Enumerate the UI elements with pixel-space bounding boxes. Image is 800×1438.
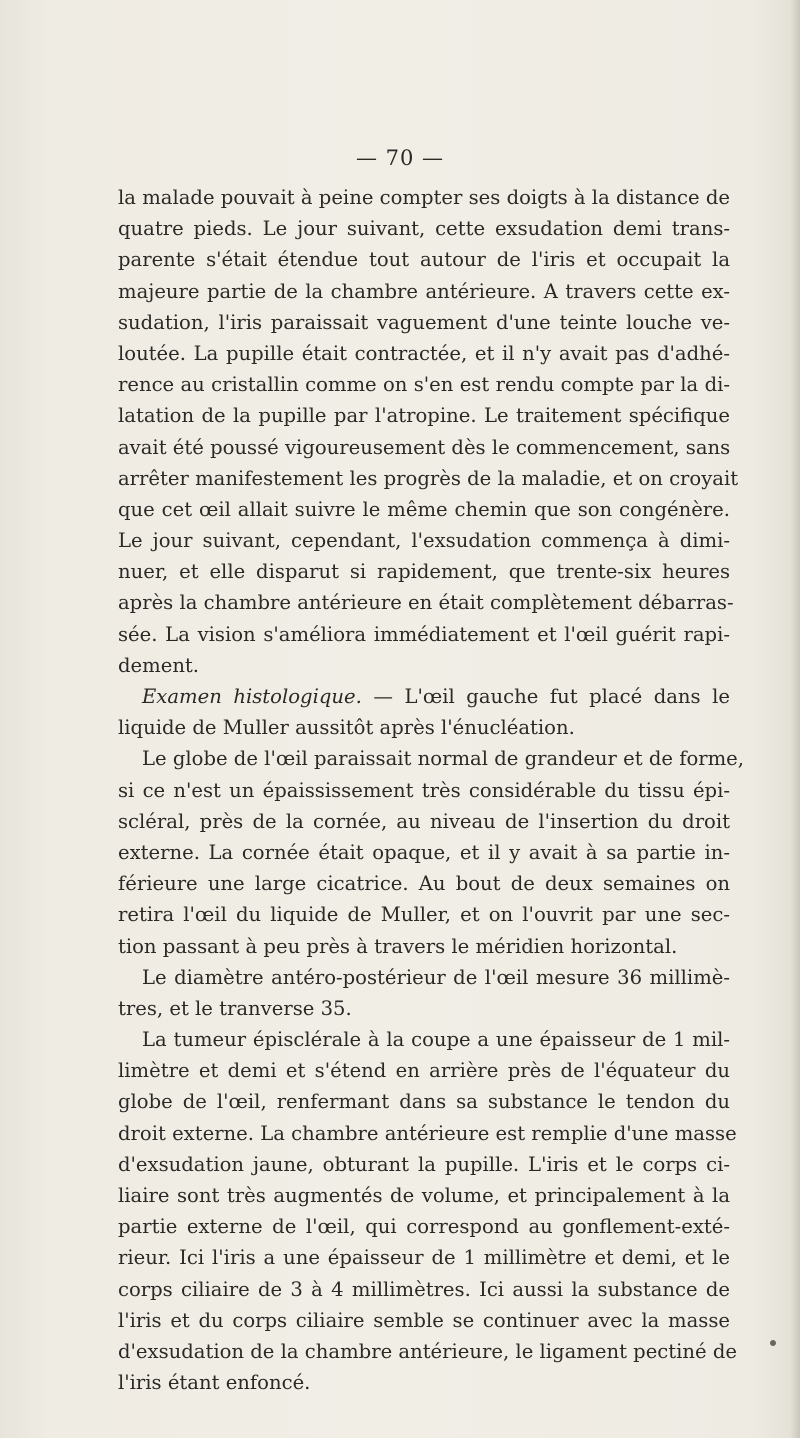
page-number: — 70 — xyxy=(355,146,445,170)
text-line xyxy=(118,1149,730,1180)
body-text xyxy=(118,182,745,1398)
text-line-content: nuer, et elle disparut si rapidement, que trente-six heures xyxy=(118,560,730,584)
text-line-content: parente s'était étendue tout autour de l'iris et occupait la xyxy=(118,248,730,272)
text-line-content: si ce n'est un épaississement très considérable du tissu épi- xyxy=(118,778,730,802)
text-line-content: majeure partie de la chambre antérieure. A travers cette ex- xyxy=(118,279,730,303)
text-line xyxy=(118,806,730,837)
text-line xyxy=(118,400,730,431)
text-line xyxy=(118,1118,737,1149)
text-line-content: dement. xyxy=(118,653,200,677)
text-line-content: que cet œil allait suivre le même chemin que son congénère. xyxy=(118,497,730,521)
text-line xyxy=(118,712,730,743)
text-line-content: droit externe. La chambre antérieure est remplie d'une masse xyxy=(118,1121,737,1145)
text-line-content: l'iris et du corps ciliaire semble se continuer avec la masse xyxy=(118,1308,730,1332)
text-line-content: après la chambre antérieure en était complètement débarras- xyxy=(118,591,734,615)
text-line-content: d'exsudation jaune, obturant la pupille. L'iris et le corps ci- xyxy=(118,1152,730,1176)
text-line xyxy=(118,650,730,681)
text-line xyxy=(118,463,739,494)
text-line-content: latation de la pupille par l'atropine. Le traitement spécifique xyxy=(118,404,730,428)
text-line-content: Le diamètre antéro-postérieur de l'œil mesure 36 millimè- xyxy=(142,965,730,989)
text-line-content: liaire sont très augmentés de volume, et principalement à la xyxy=(118,1184,730,1207)
text-line-content: globe de l'œil, renfermant dans sa substance le tendon du xyxy=(118,1090,730,1114)
text-line-content: l'iris étant enfoncé. xyxy=(118,1371,311,1395)
text-line xyxy=(118,931,730,962)
text-line xyxy=(118,681,730,712)
text-line-content: — L'œil gauche fut placé dans le xyxy=(361,685,730,708)
text-line xyxy=(118,369,730,400)
text-line-content: la malade pouvait à peine compter ses doigts à la distance de xyxy=(118,186,730,209)
ink-speck xyxy=(770,1340,776,1346)
text-line xyxy=(118,1180,730,1211)
text-line-content: limètre et demi et s'étend en arrière près de l'équateur du xyxy=(118,1059,730,1083)
text-line-content: externe. La cornée était opaque, et il y avait à sa partie in- xyxy=(118,840,730,864)
text-line-content: corps ciliaire de 3 à 4 millimètres. Ici aussi la substance de xyxy=(118,1277,730,1301)
text-line-content: scléral, près de la cornée, au niveau de l'insertion du droit xyxy=(118,809,730,833)
text-line-content: liquide de Muller aussitôt après l'énucléation. xyxy=(118,716,575,740)
text-line xyxy=(118,1305,730,1336)
text-line xyxy=(118,494,730,525)
text-line xyxy=(118,1055,730,1086)
text-line xyxy=(118,1367,730,1398)
text-line xyxy=(118,338,730,369)
text-line xyxy=(118,962,730,993)
text-line xyxy=(118,1024,730,1055)
text-line xyxy=(118,837,730,868)
text-line xyxy=(118,1336,738,1367)
text-line-content: d'exsudation de la chambre antérieure, le ligament pectiné de xyxy=(118,1339,738,1363)
text-line xyxy=(118,1211,730,1242)
text-line-content: Le jour suivant, cependant, l'exsudation commença à dimi- xyxy=(118,529,730,553)
page-edge-shadow xyxy=(790,0,800,1438)
text-line-content: tres, et le tranverse 35. xyxy=(118,996,352,1020)
text-line xyxy=(118,743,745,774)
section-heading: Examen histologique. xyxy=(142,685,362,708)
text-line xyxy=(118,619,730,650)
text-line-content: partie externe de l'œil, qui correspond au gonflement-exté- xyxy=(118,1215,730,1239)
text-line-content: férieure une large cicatrice. Au bout de deux semaines on xyxy=(118,872,730,896)
text-line-content: sudation, l'iris paraissait vaguement d'une teinte louche ve- xyxy=(118,310,730,334)
text-line xyxy=(118,182,730,213)
text-line xyxy=(118,276,730,307)
text-line xyxy=(118,899,730,930)
text-line-content: quatre pieds. Le jour suivant, cette exsudation demi trans- xyxy=(118,217,730,241)
text-line-content: retira l'œil du liquide de Muller, et on l'ouvrit par une sec- xyxy=(118,903,730,927)
text-line xyxy=(118,525,730,556)
text-line xyxy=(118,556,730,587)
text-line-content: La tumeur épisclérale à la coupe a une épaisseur de 1 mil- xyxy=(142,1028,730,1052)
text-line-content: sée. La vision s'améliora immédiatement et l'œil guérit rapi- xyxy=(118,622,730,646)
text-line-content: tion passant à peu près à travers le méridien horizontal. xyxy=(118,934,678,958)
text-line-content: Le globe de l'œil paraissait normal de grandeur et de forme, xyxy=(142,747,745,771)
text-line xyxy=(118,1242,730,1273)
text-line xyxy=(118,213,730,244)
text-line xyxy=(118,775,730,806)
text-line-content: avait été poussé vigoureusement dès le commencement, sans xyxy=(118,435,731,459)
text-line-content: arrêter manifestement les progrès de la maladie, et on croyait xyxy=(118,466,739,490)
text-line xyxy=(118,993,730,1024)
text-line xyxy=(118,868,730,899)
text-line xyxy=(118,432,730,463)
text-line xyxy=(118,307,730,338)
text-line xyxy=(118,1086,730,1117)
text-line xyxy=(118,587,734,618)
text-line xyxy=(118,1274,730,1305)
text-line-content: rence au cristallin comme on s'en est rendu compte par la di- xyxy=(118,373,730,397)
text-line xyxy=(118,244,730,275)
text-line-content: loutée. La pupille était contractée, et il n'y avait pas d'adhé- xyxy=(118,341,730,365)
text-line-content: rieur. Ici l'iris a une épaisseur de 1 millimètre et demi, et le xyxy=(118,1246,730,1270)
